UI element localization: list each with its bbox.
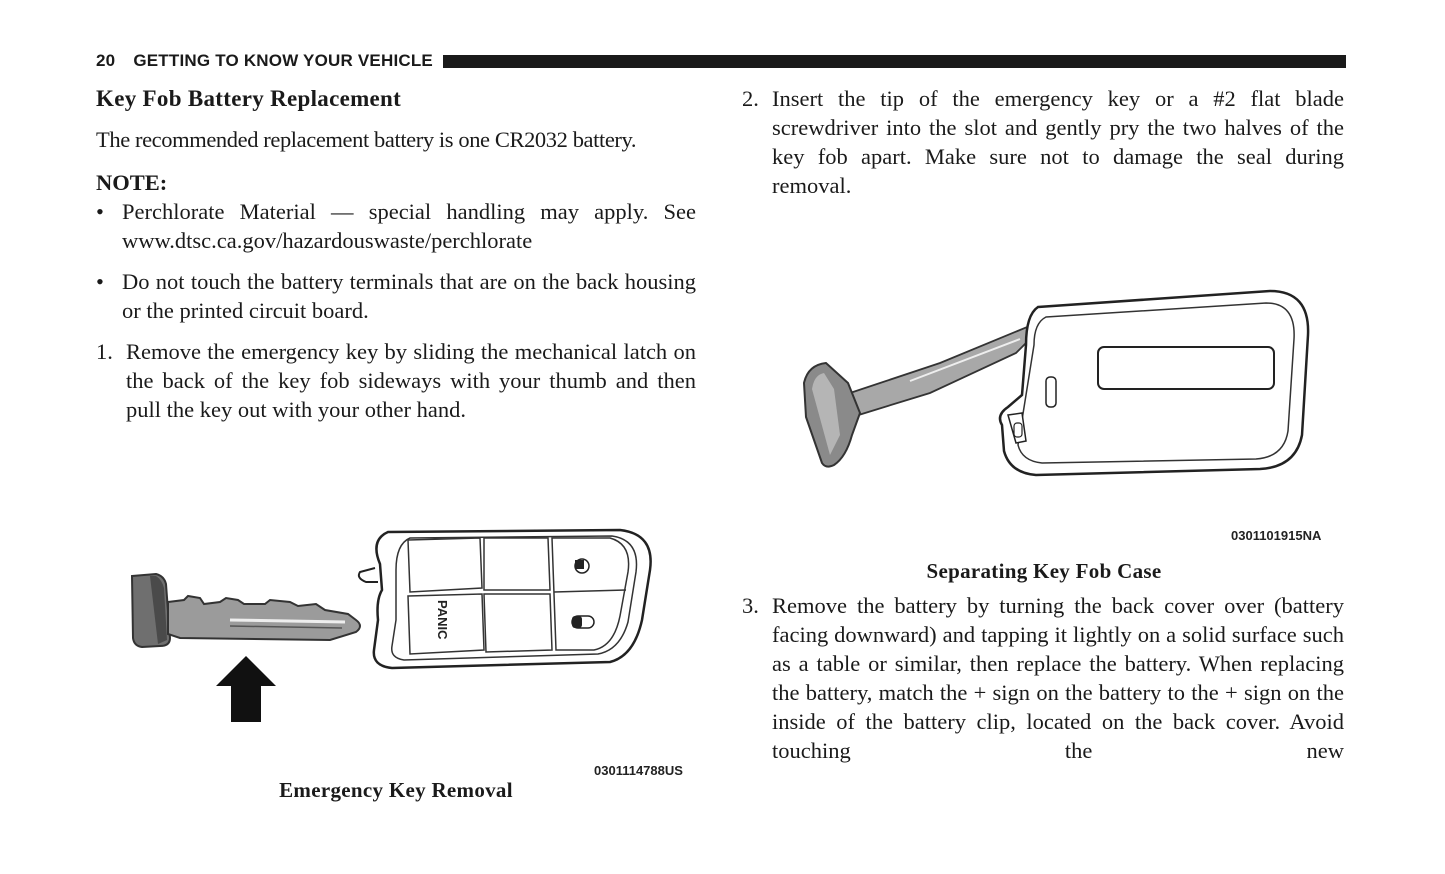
- bullet-mark: •: [96, 269, 104, 294]
- lock-icon: [575, 560, 584, 569]
- figure-caption: Separating Key Fob Case: [926, 559, 1162, 583]
- panic-button-label: PANIC: [435, 600, 450, 640]
- page-header: [96, 50, 1346, 72]
- step-2: [742, 84, 1344, 200]
- note-label: NOTE:: [96, 170, 168, 195]
- step-text: Remove the battery by turning the back cover over (battery facing downward) and tapping it lightly on a solid surface such as a table or similar, then replace the battery. When replacing the battery, match the + sign on the battery to the + sign on the inside of the battery clip, located on the back cover. Avoid touching the new: [772, 593, 1344, 763]
- step-number: 2.: [742, 86, 759, 111]
- up-arrow-icon: [216, 656, 276, 722]
- bullet-text: Perchlorate Material — special handling may apply. See www.dtsc.ca.gov/hazardouswaste/perchlorate: [122, 199, 696, 253]
- emergency-key-removal-figure: [120, 500, 700, 740]
- figure-caption: Emergency Key Removal: [279, 778, 513, 802]
- figure-code: 0301114788US: [594, 763, 683, 778]
- note-bullet: [96, 197, 696, 255]
- key-illustration: [132, 574, 360, 647]
- section-heading: Key Fob Battery Replacement: [96, 86, 402, 111]
- figure-code: 0301101915NA: [1231, 528, 1322, 543]
- step-text: Insert the tip of the emergency key or a #2 flat blade screwdriver into the slot and gently pry the two halves of the key fob apart. Make sure not to damage the seal during removal.: [772, 86, 1344, 198]
- left-column: [96, 84, 696, 424]
- step-number: 1.: [96, 339, 113, 364]
- fob-slot: [1098, 347, 1274, 389]
- step-1: [96, 337, 696, 424]
- header-rule: [443, 55, 1346, 68]
- note-bullet: [96, 267, 696, 325]
- intro-paragraph: The recommended replacement battery is one CR2032 battery.: [96, 127, 637, 152]
- section-title: GETTING TO KNOW YOUR VEHICLE: [133, 51, 433, 70]
- page-number: 20: [96, 51, 116, 70]
- key-fob-illustration: [359, 530, 651, 668]
- bullet-text: Do not touch the battery terminals that are on the back housing or the printed circuit board.: [122, 269, 696, 323]
- step-text: Remove the emergency key by sliding the mechanical latch on the back of the key fob sideways with your thumb and then pull the key out with your other hand.: [126, 339, 696, 422]
- step-number: 3.: [742, 593, 759, 618]
- step-3: [742, 591, 1344, 765]
- right-column: [742, 84, 1344, 200]
- key-fob-case-illustration: [1000, 291, 1308, 475]
- step-3-container: [742, 591, 1344, 765]
- separating-key-fob-figure: [790, 285, 1320, 495]
- bullet-mark: •: [96, 199, 104, 224]
